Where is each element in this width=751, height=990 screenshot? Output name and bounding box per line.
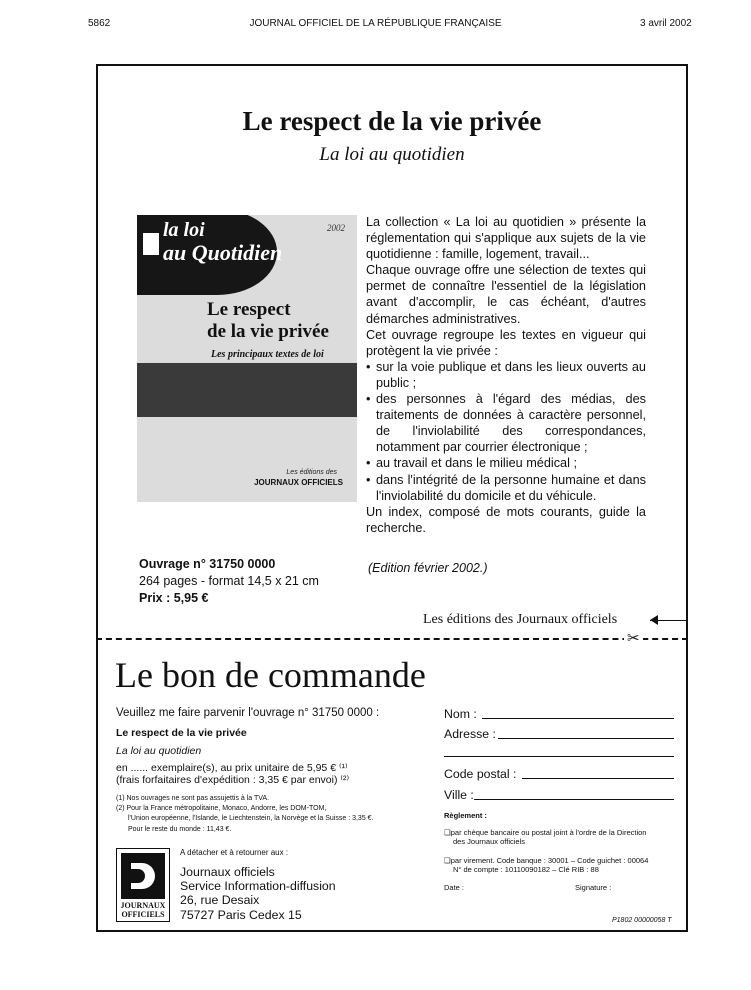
adresse-label: Adresse : (444, 727, 496, 741)
publisher-label: Les éditions des Journaux officiels (423, 612, 618, 627)
desc-closing: Un index, composé de mots courants, guide la recherche. (366, 504, 646, 535)
ville-field[interactable] (474, 799, 674, 800)
order-shipping-line: (frais forfaitaires d'expédition : 3,35 € par envoi) ⁽²⁾ (116, 774, 350, 786)
book-cover-image (137, 215, 357, 502)
footnote-2b: l'Union européenne, l'Islande, le Liechtenstein, la Norvège et la Suisse : 3,35 €. (128, 815, 374, 822)
order-request: Veuillez me faire parvenir l'ouvrage n° 31750 0000 : (116, 707, 380, 719)
journaux-officiels-logo: JOURNAUX OFFICIELS (116, 848, 170, 922)
ville-label: Ville : (444, 788, 474, 802)
virement-checkbox-icon[interactable]: ❑ (444, 856, 451, 865)
desc-bullet-text: dans l'intégrité de la personne humaine et dans l'inviolabilité du domicile et du véhicule. (376, 472, 646, 503)
order-book-title: Le respect de la vie privée (116, 727, 247, 739)
date-label: Date : (444, 883, 465, 892)
order-quantity-line: en ...... exemplaire(s), au prix unitaire de 5,95 € ⁽¹⁾ (116, 762, 348, 774)
issue-date: 3 avril 2002 (640, 18, 692, 29)
desc-paragraph: Cet ouvrage regroupe les textes en vigueur qui protègent la vie privée : (366, 327, 646, 358)
cover-title (207, 299, 329, 343)
cover-photo (137, 363, 357, 417)
pay-cheque-text-2: des Journaux officiels (453, 837, 525, 846)
ad-subtitle: La loi au quotidien (319, 144, 465, 165)
signature-label: Signature : (575, 883, 612, 892)
arrow-line (650, 620, 686, 621)
book-format: 264 pages - format 14,5 x 21 cm (139, 574, 319, 588)
footnote-2a: (2) Pour la France métropolitaine, Monaco, Andorre, les DOM-TOM, (116, 805, 327, 812)
address-line: Service Information-diffusion (180, 879, 336, 894)
desc-bullet: • au travail et dans le milieu médical ; (366, 455, 646, 471)
form-code: P1802 00000058 T (612, 917, 672, 924)
cover-subtitle: Les principaux textes de loi (211, 349, 324, 360)
desc-bullet: • dans l'intégrité de la personne humaine et dans l'inviolabilité du domicile et du véhicule. (366, 472, 646, 503)
cut-line (96, 638, 688, 640)
book-price: Prix : 5,95 € (139, 591, 209, 605)
cover-title-line1: Le respect (207, 299, 291, 320)
adresse-field-2[interactable] (444, 756, 674, 757)
footnote-1: (1) Nos ouvrages ne sont pas assujettis à la TVA. (116, 795, 270, 802)
scissors-icon: ✂ (624, 629, 643, 647)
nom-label: Nom : (444, 707, 477, 721)
order-collection: La loi au quotidien (116, 745, 202, 757)
address-line: Journaux officiels (180, 865, 275, 879)
cheque-checkbox-icon[interactable]: ❑ (444, 828, 451, 837)
address-line: 75727 Paris Cedex 15 (180, 907, 302, 922)
pay-virement-text-2: N° de compte : 10110090182 – Clé RIB : 88 (453, 865, 599, 874)
desc-paragraph: La collection « La loi au quotidien » présente la réglementation qui s'applique aux sujets de la vie quotidienne : famille, logement, travail... (366, 215, 646, 262)
code-postal-field[interactable] (522, 778, 674, 779)
nom-field[interactable] (482, 718, 674, 719)
cover-brand-line2: au Quotidien (163, 240, 283, 265)
edition-note: (Edition février 2002.) (368, 561, 488, 575)
desc-paragraph: Chaque ouvrage offre une sélection de textes qui permet de connaître l'essentiel de la législation avant d'accomplir, le cas échéant, d'autres démarches administratives. (366, 263, 646, 326)
pay-cheque-text: par chèque bancaire ou postal joint à l'ordre de la Direction (450, 828, 647, 837)
footnote-2c: Pour le reste du monde : 11,43 €. (128, 826, 232, 833)
desc-bullet-text: des personnes à l'égard des médias, des traitements de données à caractère personnel, de l'inviolabilité des correspondances, notamment par courrier électronique ; (376, 392, 646, 455)
order-heading: Le bon de commande (115, 655, 426, 695)
detach-note: A détacher et à retourner aux : (180, 848, 289, 857)
journal-title: JOURNAL OFFICIEL DE LA RÉPUBLIQUE FRANÇAISE (249, 18, 502, 29)
ad-title: Le respect de la vie privée (242, 106, 542, 136)
cover-title-line2: de la vie privée (207, 321, 329, 342)
code-postal-label: Code postal : (444, 767, 517, 781)
book-info (139, 556, 319, 607)
mailing-address (180, 865, 336, 922)
desc-bullet: • des personnes à l'égard des médias, des traitements de données à caractère personnel, de l'inviolabilité des correspondances, notamment par courrier électronique ; (366, 392, 646, 455)
desc-bullet: • sur la voie publique et dans les lieux ouverts au public ; (366, 359, 646, 390)
cover-brand-line1: la loi (163, 219, 205, 241)
desc-bullet-text: sur la voie publique et dans les lieux ouverts au public ; (376, 359, 646, 390)
address-line: 26, rue Desaix (180, 893, 260, 908)
adresse-field[interactable] (498, 738, 674, 739)
reglement-label: Règlement : (444, 811, 487, 820)
cover-publisher-line2: JOURNAUX OFFICIELS (254, 478, 343, 487)
book-description (366, 214, 646, 536)
cover-year: 2002 (327, 223, 345, 233)
page-number: 5862 (88, 18, 111, 29)
cover-publisher-line1: Les éditions des (286, 469, 337, 476)
desc-bullet-text: au travail et dans le milieu médical ; (376, 456, 577, 471)
pay-virement-text: par virement. Code banque : 30001 – Code guichet : 00064 (450, 856, 649, 865)
cover-jo-logo-icon (143, 233, 159, 255)
book-number: Ouvrage n° 31750 0000 (139, 557, 276, 571)
